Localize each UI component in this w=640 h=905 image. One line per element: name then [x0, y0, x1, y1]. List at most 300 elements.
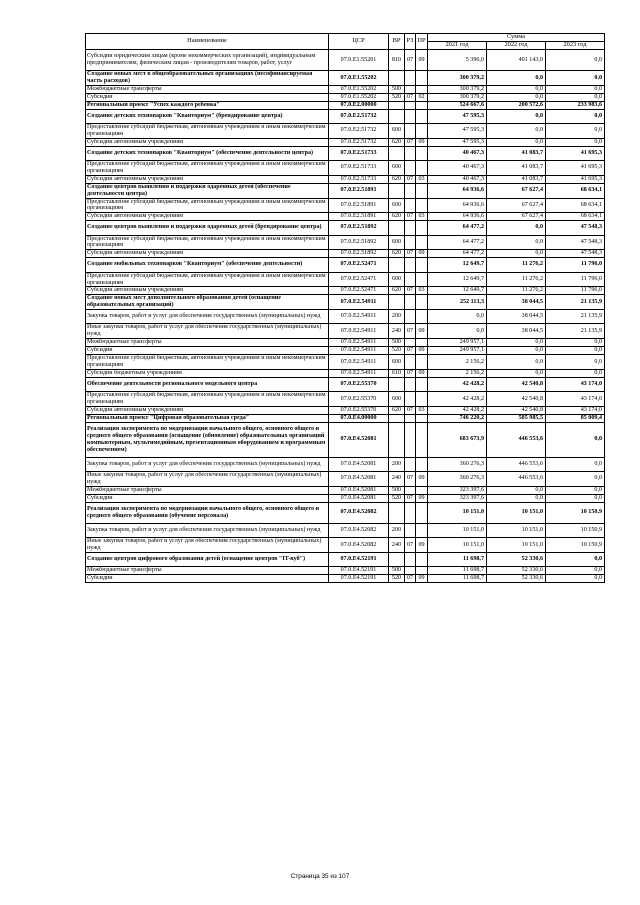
row-value-2022: 11 276,2 — [487, 258, 546, 272]
row-value-2021: 360 276,3 — [428, 471, 487, 486]
row-name: Субсидии — [86, 575, 329, 583]
row-vr: 610 — [389, 369, 405, 377]
budget-table-page — [85, 33, 604, 583]
row-csr: 07.0.E4.52082 — [329, 502, 389, 523]
table-row — [86, 175, 605, 183]
row-value-2021: 40 467,3 — [428, 161, 487, 176]
row-value-2022: 52 330,6 — [487, 575, 546, 583]
row-rz: 07 — [405, 250, 416, 258]
table-row — [86, 377, 605, 391]
row-pr — [416, 109, 428, 123]
row-name: Создание новых мест в общеобразовательных организациях (несофинансируемая часть расходов) — [86, 71, 329, 86]
row-pr: 09 — [416, 471, 428, 486]
header-vr: ВР — [389, 34, 405, 50]
row-pr — [416, 523, 428, 537]
row-value-2023: 0,0 — [546, 339, 605, 347]
row-value-2021: 12 649,7 — [428, 258, 487, 272]
row-value-2023: 0,0 — [546, 486, 605, 494]
row-pr — [416, 457, 428, 471]
table-row — [86, 422, 605, 457]
row-value-2021: 0,0 — [428, 310, 487, 324]
table-row — [86, 71, 605, 86]
row-rz — [405, 567, 416, 575]
row-value-2023: 21 135,9 — [546, 324, 605, 339]
row-pr — [416, 161, 428, 176]
row-value-2021: 5 396,0 — [428, 50, 487, 71]
row-csr: 07.0.E2.51892 — [329, 250, 389, 258]
table-row — [86, 486, 605, 494]
row-name: Субсидии — [86, 93, 329, 101]
row-value-2021: 249 957,1 — [428, 347, 487, 355]
table-row — [86, 198, 605, 213]
row-value-2021: 47 595,3 — [428, 124, 487, 139]
table-body — [86, 50, 605, 583]
row-value-2022: 200 572,6 — [487, 101, 546, 109]
row-csr: 07.0.E4.52191 — [329, 575, 389, 583]
row-pr: 03 — [416, 287, 428, 295]
row-value-2021: 11 698,7 — [428, 552, 487, 566]
row-csr: 07.0.E2.51732 — [329, 109, 389, 123]
row-rz — [405, 198, 416, 213]
row-csr: 07.0.E2.54911 — [329, 339, 389, 347]
row-value-2023: 0,0 — [546, 369, 605, 377]
row-csr: 07.0.E2.51732 — [329, 124, 389, 139]
table-row — [86, 138, 605, 146]
row-csr: 07.0.E2.51732 — [329, 138, 389, 146]
row-name: Субсидии автономным учреждениям — [86, 406, 329, 414]
row-pr — [416, 295, 428, 310]
row-csr: 07.0.E2.51733 — [329, 161, 389, 176]
row-csr: 07.0.E4.52191 — [329, 552, 389, 566]
row-pr: 09 — [416, 538, 428, 553]
row-value-2021: 524 667,6 — [428, 101, 487, 109]
row-name: Предоставление субсидий бюджетным, автономным учреждениям и иным некоммерческим организациям — [86, 355, 329, 370]
row-name: Предоставление субсидий бюджетным, автономным учреждениям и иным некоммерческим организациям — [86, 161, 329, 176]
row-csr: 07.0.E2.00000 — [329, 101, 389, 109]
row-pr — [416, 567, 428, 575]
row-value-2021: 2 156,2 — [428, 355, 487, 370]
row-vr — [389, 502, 405, 523]
row-value-2022: 0,0 — [487, 486, 546, 494]
row-value-2021: 11 698,7 — [428, 575, 487, 583]
row-csr: 07.0.E2.55370 — [329, 406, 389, 414]
row-value-2021: 252 113,3 — [428, 295, 487, 310]
row-pr — [416, 235, 428, 250]
row-rz: 07 — [405, 538, 416, 553]
row-name: Иные закупки товаров, работ и услуг для обеспечения государственных (муниципальных) нужд — [86, 471, 329, 486]
table-row — [86, 392, 605, 407]
row-csr: 07.0.E2.54911 — [329, 310, 389, 324]
row-value-2021: 47 595,3 — [428, 138, 487, 146]
row-csr: 07.0.E4.52081 — [329, 494, 389, 502]
row-value-2023: 0,0 — [546, 93, 605, 101]
row-value-2021: 64 477,2 — [428, 235, 487, 250]
row-csr: 07.0.E2.54911 — [329, 295, 389, 310]
row-rz — [405, 272, 416, 287]
row-value-2023: 0,0 — [546, 494, 605, 502]
row-csr: 07.0.E2.52471 — [329, 258, 389, 272]
row-vr — [389, 414, 405, 422]
row-name: Создание центров выявления и поддержки одаренных детей (брендирование центра) — [86, 221, 329, 235]
row-rz: 07 — [405, 138, 416, 146]
row-vr: 500 — [389, 86, 405, 94]
table-row — [86, 183, 605, 198]
row-rz — [405, 310, 416, 324]
row-rz: 07 — [405, 471, 416, 486]
row-value-2021: 360 276,3 — [428, 457, 487, 471]
row-pr: 09 — [416, 347, 428, 355]
row-rz — [405, 109, 416, 123]
row-pr — [416, 146, 428, 160]
row-value-2021: 64 477,2 — [428, 221, 487, 235]
row-name: Субсидии — [86, 494, 329, 502]
row-value-2023: 0,0 — [546, 552, 605, 566]
row-vr: 620 — [389, 138, 405, 146]
row-rz — [405, 161, 416, 176]
row-value-2022: 42 540,8 — [487, 392, 546, 407]
row-value-2022: 52 330,6 — [487, 567, 546, 575]
row-value-2023: 0,0 — [546, 575, 605, 583]
row-vr: 200 — [389, 523, 405, 537]
row-name: Закупка товаров, работ и услуг для обеспечения государственных (муниципальных) нужд — [86, 310, 329, 324]
row-vr: 600 — [389, 161, 405, 176]
row-rz: 07 — [405, 213, 416, 221]
row-pr: 09 — [416, 250, 428, 258]
row-vr — [389, 183, 405, 198]
row-pr: 03 — [416, 213, 428, 221]
row-rz — [405, 124, 416, 139]
row-vr — [389, 552, 405, 566]
row-vr: 500 — [389, 339, 405, 347]
row-rz: 07 — [405, 369, 416, 377]
row-value-2021: 42 428,2 — [428, 406, 487, 414]
row-value-2022: 10 151,0 — [487, 502, 546, 523]
row-rz — [405, 258, 416, 272]
row-vr: 620 — [389, 287, 405, 295]
row-csr: 07.0.E2.51891 — [329, 183, 389, 198]
row-value-2023: 10 150,9 — [546, 502, 605, 523]
row-value-2023: 10 150,9 — [546, 538, 605, 553]
row-value-2023: 0,0 — [546, 138, 605, 146]
row-pr — [416, 198, 428, 213]
row-csr: 07.0.E1.55202 — [329, 86, 389, 94]
header-year-2021: 2021 год — [428, 42, 487, 50]
table-row — [86, 567, 605, 575]
row-pr — [416, 392, 428, 407]
row-pr — [416, 258, 428, 272]
row-value-2022: 446 553,6 — [487, 471, 546, 486]
row-value-2023: 10 150,9 — [546, 523, 605, 537]
row-vr: 500 — [389, 567, 405, 575]
row-vr — [389, 101, 405, 109]
row-value-2021: 0,0 — [428, 324, 487, 339]
row-name: Субсидии юридическим лицам (кроме некоммерческих организаций), индивидуальным предпринимателям, физическим лицам - производителям товаров, работ, услуг — [86, 50, 329, 71]
row-value-2023: 41 695,3 — [546, 161, 605, 176]
row-value-2021: 683 673,9 — [428, 422, 487, 457]
row-value-2023: 0,0 — [546, 86, 605, 94]
row-vr — [389, 422, 405, 457]
row-name: Субсидии бюджетным учреждениям — [86, 369, 329, 377]
table-row — [86, 287, 605, 295]
table-row — [86, 471, 605, 486]
row-value-2021: 323 397,6 — [428, 486, 487, 494]
row-pr — [416, 552, 428, 566]
row-csr: 07.0.E2.51891 — [329, 198, 389, 213]
row-pr — [416, 377, 428, 391]
row-pr — [416, 310, 428, 324]
row-rz — [405, 552, 416, 566]
row-value-2023: 43 174,0 — [546, 392, 605, 407]
row-vr — [389, 146, 405, 160]
row-rz: 07 — [405, 347, 416, 355]
row-vr: 600 — [389, 198, 405, 213]
row-rz — [405, 101, 416, 109]
row-value-2022: 42 540,8 — [487, 377, 546, 391]
row-value-2021: 12 649,7 — [428, 272, 487, 287]
table-row — [86, 161, 605, 176]
row-name: Субсидии автономным учреждениям — [86, 287, 329, 295]
row-value-2023: 47 548,3 — [546, 250, 605, 258]
row-name: Иные закупки товаров, работ и услуг для обеспечения государственных (муниципальных) нужд — [86, 324, 329, 339]
table-row — [86, 101, 605, 109]
row-value-2022: 42 540,8 — [487, 406, 546, 414]
row-value-2021: 11 698,7 — [428, 567, 487, 575]
row-name: Закупка товаров, работ и услуг для обеспечения государственных (муниципальных) нужд — [86, 457, 329, 471]
table-row — [86, 258, 605, 272]
row-name: Создание центров выявления и поддержки одаренных детей (обеспечение деятельности центра) — [86, 183, 329, 198]
row-name: Создание детских технопарков "Кванториум" (обеспечение деятельности центра) — [86, 146, 329, 160]
row-rz — [405, 392, 416, 407]
row-value-2023: 21 135,9 — [546, 310, 605, 324]
row-rz: 07 — [405, 324, 416, 339]
row-pr — [416, 414, 428, 422]
row-vr — [389, 258, 405, 272]
row-csr: 07.0.E2.54911 — [329, 355, 389, 370]
row-vr: 600 — [389, 235, 405, 250]
row-rz: 07 — [405, 575, 416, 583]
row-rz — [405, 355, 416, 370]
row-name: Предоставление субсидий бюджетным, автономным учреждениям и иным некоммерческим организациям — [86, 124, 329, 139]
row-value-2022: 38 044,5 — [487, 295, 546, 310]
row-rz — [405, 502, 416, 523]
row-value-2022: 67 627,4 — [487, 213, 546, 221]
row-csr: 07.0.E2.52471 — [329, 272, 389, 287]
row-vr: 200 — [389, 310, 405, 324]
row-value-2022: 0,0 — [487, 86, 546, 94]
row-value-2023: 43 174,0 — [546, 406, 605, 414]
header-csr: ЦСР — [329, 34, 389, 50]
table-row — [86, 494, 605, 502]
row-value-2021: 42 428,2 — [428, 377, 487, 391]
row-value-2021: 10 151,0 — [428, 502, 487, 523]
row-name: Закупка товаров, работ и услуг для обеспечения государственных (муниципальных) нужд — [86, 523, 329, 537]
table-row — [86, 109, 605, 123]
row-vr: 600 — [389, 355, 405, 370]
row-vr: 520 — [389, 494, 405, 502]
table-row — [86, 250, 605, 258]
page-number: Страница 35 из 107 — [290, 873, 350, 880]
row-value-2022: 10 151,0 — [487, 538, 546, 553]
row-rz: 07 — [405, 93, 416, 101]
row-rz — [405, 523, 416, 537]
table-row — [86, 93, 605, 101]
row-value-2023: 11 796,0 — [546, 258, 605, 272]
row-value-2022: 10 151,0 — [487, 523, 546, 537]
row-value-2021: 40 467,3 — [428, 146, 487, 160]
row-value-2023: 47 548,3 — [546, 235, 605, 250]
row-value-2021: 249 957,1 — [428, 339, 487, 347]
row-pr — [416, 183, 428, 198]
row-csr: 07.0.E2.51892 — [329, 235, 389, 250]
table-row — [86, 552, 605, 566]
table-row — [86, 310, 605, 324]
row-name: Создание новых мест дополнительного образования детей (оснащение образовательных организаций) — [86, 295, 329, 310]
row-name: Предоставление субсидий бюджетным, автономным учреждениям и иным некоммерческим организациям — [86, 392, 329, 407]
table-row — [86, 146, 605, 160]
row-name: Межбюджетные трансферты — [86, 86, 329, 94]
row-value-2023: 21 135,9 — [546, 295, 605, 310]
row-value-2022: 0,0 — [487, 221, 546, 235]
row-name: Субсидии автономным учреждениям — [86, 250, 329, 258]
row-name: Обеспечение деятельности регионального модельного центра — [86, 377, 329, 391]
row-name: Создание детских технопарков "Кванториум" (брендирование центра) — [86, 109, 329, 123]
row-value-2023: 85 009,4 — [546, 414, 605, 422]
header-pr: ПР — [416, 34, 428, 50]
row-vr: 620 — [389, 406, 405, 414]
row-pr: 03 — [416, 175, 428, 183]
row-value-2023: 68 634,1 — [546, 183, 605, 198]
row-csr: 07.0.E2.52471 — [329, 287, 389, 295]
row-rz — [405, 146, 416, 160]
row-value-2022: 0,0 — [487, 124, 546, 139]
row-vr: 520 — [389, 347, 405, 355]
row-vr: 520 — [389, 93, 405, 101]
row-name: Реализация эксперимента по модернизации начального общего, основного общего и среднего общего образования (оснащение (обновление) образовательных организаций компьютерным, мультимедийным, презентационным оборудованием и программным обеспечением) — [86, 422, 329, 457]
row-pr — [416, 339, 428, 347]
row-value-2022: 0,0 — [487, 138, 546, 146]
row-value-2022: 0,0 — [487, 250, 546, 258]
row-value-2022: 0,0 — [487, 369, 546, 377]
row-value-2022: 0,0 — [487, 71, 546, 86]
row-pr — [416, 502, 428, 523]
row-value-2021: 47 595,3 — [428, 109, 487, 123]
row-value-2021: 64 477,2 — [428, 250, 487, 258]
row-csr: 07.0.E2.51891 — [329, 213, 389, 221]
row-vr: 240 — [389, 538, 405, 553]
row-value-2022: 446 553,6 — [487, 457, 546, 471]
row-value-2021: 300 379,2 — [428, 86, 487, 94]
row-value-2021: 12 649,7 — [428, 287, 487, 295]
row-rz: 07 — [405, 50, 416, 71]
row-value-2021: 300 379,2 — [428, 71, 487, 86]
row-name: Предоставление субсидий бюджетным, автономным учреждениям и иным некоммерческим организациям — [86, 235, 329, 250]
row-vr: 520 — [389, 575, 405, 583]
row-name: Предоставление субсидий бюджетным, автономным учреждениям и иным некоммерческим организациям — [86, 272, 329, 287]
row-value-2022: 585 985,5 — [487, 414, 546, 422]
row-value-2022: 0,0 — [487, 235, 546, 250]
row-value-2023: 0,0 — [546, 471, 605, 486]
row-csr: 07.0.E2.55370 — [329, 392, 389, 407]
header-year-2023: 2023 год — [546, 42, 605, 50]
table-row — [86, 339, 605, 347]
row-value-2022: 11 276,2 — [487, 272, 546, 287]
row-csr: 07.0.E4.52082 — [329, 538, 389, 553]
row-vr — [389, 71, 405, 86]
table-row — [86, 523, 605, 537]
row-value-2022: 446 553,6 — [487, 422, 546, 457]
table-row — [86, 124, 605, 139]
row-rz: 07 — [405, 406, 416, 414]
row-value-2023: 0,0 — [546, 355, 605, 370]
row-name: Субсидии — [86, 347, 329, 355]
row-vr: 600 — [389, 272, 405, 287]
row-pr — [416, 124, 428, 139]
row-value-2021: 64 936,6 — [428, 183, 487, 198]
row-name: Межбюджетные трансферты — [86, 339, 329, 347]
row-value-2023: 0,0 — [546, 347, 605, 355]
row-vr: 240 — [389, 324, 405, 339]
row-vr: 620 — [389, 213, 405, 221]
table-row — [86, 347, 605, 355]
row-value-2022: 67 627,4 — [487, 198, 546, 213]
row-name: Иные закупки товаров, работ и услуг для обеспечения государственных (муниципальных) нужд — [86, 538, 329, 553]
row-vr: 600 — [389, 392, 405, 407]
table-row — [86, 502, 605, 523]
row-name: Субсидии автономным учреждениям — [86, 175, 329, 183]
row-csr: 07.0.E4.52081 — [329, 486, 389, 494]
row-rz — [405, 339, 416, 347]
row-rz — [405, 221, 416, 235]
row-csr: 07.0.E2.51892 — [329, 221, 389, 235]
row-rz — [405, 457, 416, 471]
row-name: Субсидии автономным учреждениям — [86, 213, 329, 221]
row-csr: 07.0.E2.54911 — [329, 324, 389, 339]
row-rz: 07 — [405, 494, 416, 502]
row-value-2022: 0,0 — [487, 347, 546, 355]
row-vr: 620 — [389, 175, 405, 183]
row-vr: 810 — [389, 50, 405, 71]
row-pr — [416, 71, 428, 86]
table-row — [86, 50, 605, 71]
table-row — [86, 457, 605, 471]
row-rz — [405, 183, 416, 198]
row-value-2023: 0,0 — [546, 50, 605, 71]
row-vr — [389, 295, 405, 310]
row-csr: 07.0.E2.51733 — [329, 146, 389, 160]
row-value-2023: 11 796,0 — [546, 272, 605, 287]
row-rz — [405, 414, 416, 422]
row-pr — [416, 486, 428, 494]
table-row — [86, 295, 605, 310]
row-pr: 09 — [416, 324, 428, 339]
row-csr: 07.0.E2.51733 — [329, 175, 389, 183]
row-vr: 620 — [389, 250, 405, 258]
table-row — [86, 369, 605, 377]
row-name: Региональный проект "Цифровая образовательная среда" — [86, 414, 329, 422]
row-value-2023: 41 695,3 — [546, 175, 605, 183]
row-value-2021: 323 397,6 — [428, 494, 487, 502]
header-name: Наименование — [86, 34, 329, 50]
row-value-2022: 38 044,5 — [487, 324, 546, 339]
row-value-2023: 0,0 — [546, 422, 605, 457]
row-csr: 07.0.E4.52081 — [329, 457, 389, 471]
row-csr: 07.0.E2.54911 — [329, 347, 389, 355]
row-pr: 09 — [416, 369, 428, 377]
row-pr: 09 — [416, 138, 428, 146]
header-sum: Сумма — [428, 34, 605, 42]
row-name: Региональный проект "Успех каждого ребенка" — [86, 101, 329, 109]
row-csr: 07.0.E4.52191 — [329, 567, 389, 575]
